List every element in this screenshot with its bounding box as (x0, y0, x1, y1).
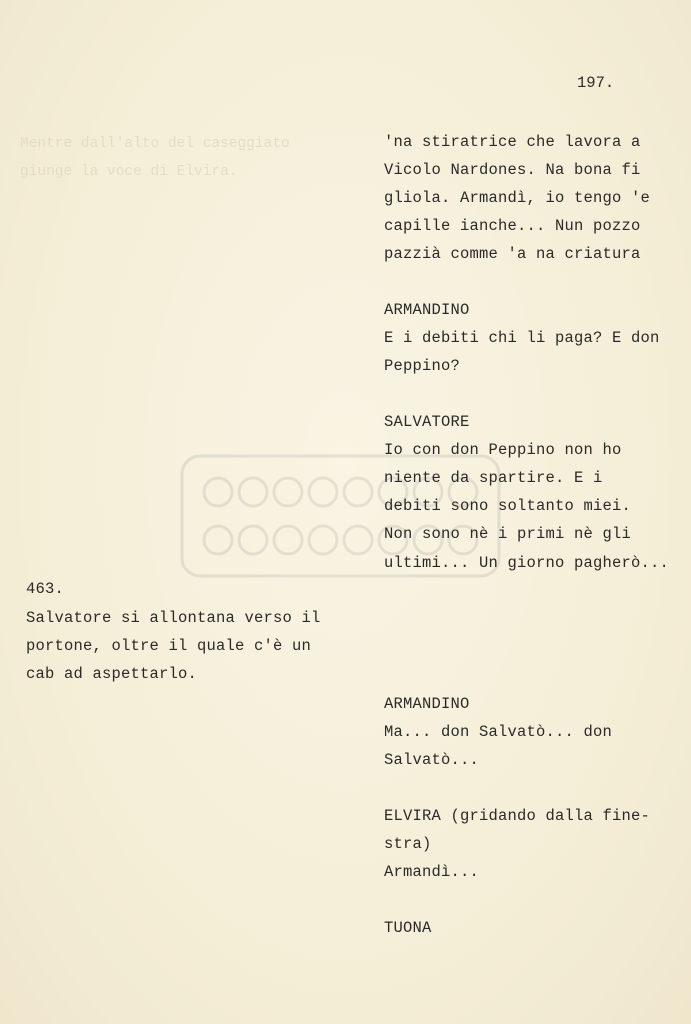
dialogue-line: SALVATORE (384, 413, 470, 431)
dialogue-line: ELVIRA (gridando dalla fine- (384, 807, 651, 825)
bleed-through-line: giunge la voce di Elvira. (20, 164, 238, 180)
dialogue-line: Io con don Peppino non ho (384, 441, 622, 459)
action-line: 463. (26, 580, 65, 598)
dialogue-line: E i debiti chi li paga? E don (384, 329, 660, 347)
dialogue-line: capille ianche... Nun pozzo (384, 217, 641, 235)
action-line: portone, oltre il quale c'è un (26, 637, 312, 655)
dialogue-line: Salvatò... (384, 751, 480, 769)
bleed-through-line: Mentre dall'alto del caseggiato (20, 136, 290, 152)
action-line: Salvatore si allontana verso il (26, 609, 321, 627)
dialogue-line: Ma... don Salvatò... don (384, 723, 613, 741)
dialogue-line: niente da spartire. E i (384, 469, 603, 487)
dialogue-line: debiti sono soltanto miei. (384, 497, 632, 515)
dialogue-line: stra) (384, 835, 432, 853)
page-number: 197. (577, 74, 615, 92)
dialogue-line: Non sono nè i primi nè gli (384, 525, 632, 543)
dialogue-line: Armandì... (384, 863, 480, 881)
dialogue-line: 'na stiratrice che lavora a (384, 133, 641, 151)
dialogue-line: ARMANDINO (384, 695, 470, 713)
dialogue-line: Peppino? (384, 357, 461, 375)
dialogue-line: ultimi... Un giorno pagherò... (384, 554, 670, 572)
dialogue-line: pazzià comme 'a na criatura (384, 245, 641, 263)
dialogue-line: gliola. Armandì, io tengo 'e (384, 189, 651, 207)
action-line: cab ad aspettarlo. (26, 665, 198, 683)
dialogue-line: TUONA (384, 919, 432, 937)
dialogue-line: ARMANDINO (384, 301, 470, 319)
dialogue-line: Vicolo Nardones. Na bona fi (384, 161, 641, 179)
